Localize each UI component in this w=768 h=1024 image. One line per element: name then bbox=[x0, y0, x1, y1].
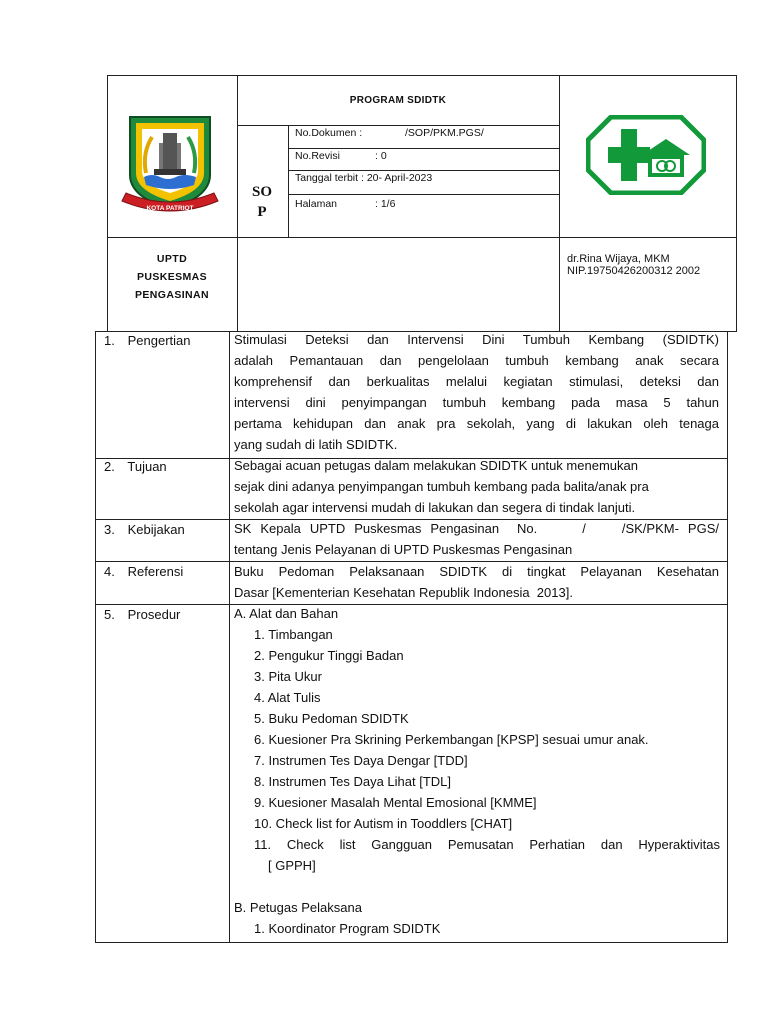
sop-label bbox=[238, 182, 286, 222]
text-line: Buku Pedoman Pelaksanaan SDIDTK di tingkat Pelayanan Kesehatan bbox=[234, 564, 719, 579]
row-title: Pengertian bbox=[127, 333, 191, 348]
logo-banner-text: KOTA PATRIOT bbox=[146, 205, 194, 212]
tujuan-text bbox=[234, 455, 719, 518]
meta-no-dokumen bbox=[295, 127, 555, 139]
row-title: Prosedur bbox=[127, 607, 181, 622]
meta-halaman bbox=[295, 198, 555, 210]
org-line: PUSKESMAS bbox=[136, 271, 208, 283]
sop-label-bottom: P bbox=[257, 204, 267, 220]
row-number: 3. bbox=[104, 522, 115, 537]
sop-label-top: SO bbox=[251, 184, 272, 200]
row-number: 2. bbox=[104, 459, 115, 474]
puskesmas-logo bbox=[586, 115, 706, 195]
list-item-continuation: [ GPPH] bbox=[268, 858, 316, 873]
list-item: 3. Pita Ukur bbox=[254, 669, 322, 684]
org-line: UPTD bbox=[156, 253, 188, 265]
row-label-tujuan bbox=[104, 456, 167, 477]
meta-tanggal-terbit bbox=[295, 172, 555, 184]
list-item: 6. Kuesioner Pra Skrining Perkembangan [KPSP] sesuai umur anak. bbox=[254, 732, 649, 747]
list-item: 2. Pengukur Tinggi Badan bbox=[254, 648, 404, 663]
text-line: Dasar [Kementerian Kesehatan Republik Indonesia 2013]. bbox=[234, 585, 573, 600]
list-item: 7. Instrumen Tes Daya Dengar [TDD] bbox=[254, 753, 468, 768]
meta-value: : 1/6 bbox=[375, 198, 396, 210]
row-title: Referensi bbox=[127, 564, 184, 579]
list-item: 5. Buku Pedoman SDIDTK bbox=[254, 711, 409, 726]
text-line: adalah Pemantauan dan pengelolaan tumbuh kembang anak secara bbox=[234, 353, 719, 368]
row-label-kebijakan bbox=[104, 519, 185, 540]
row-number: 5. bbox=[104, 607, 115, 622]
row-label-referensi bbox=[104, 561, 183, 582]
list-item: 8. Instrumen Tes Daya Lihat [TDL] bbox=[254, 774, 452, 789]
referensi-text bbox=[234, 561, 719, 603]
row-label-pengertian bbox=[104, 330, 191, 351]
meta-label: Halaman bbox=[295, 198, 338, 210]
meta-label: Tanggal terbit : bbox=[295, 172, 364, 184]
row-number: 4. bbox=[104, 564, 115, 579]
list-item: 1. Timbangan bbox=[254, 627, 333, 642]
text-line: komprehensif dan berkualitas melalui kegiatan stimulasi, deteksi dan bbox=[234, 374, 719, 389]
list-item: 10. Check list for Autism in Tooddlers [CHAT] bbox=[254, 816, 513, 831]
signatory bbox=[567, 253, 700, 277]
row-title: Kebijakan bbox=[127, 522, 185, 537]
text-line: Stimulasi Deteksi dan Intervensi Dini Tumbuh Kembang (SDIDTK) bbox=[234, 332, 719, 347]
text-line: sejak dini adanya penyimpangan tumbuh kembang pada balita/anak pra bbox=[234, 479, 649, 494]
meta-label: No.Dokumen : bbox=[295, 127, 363, 139]
section-b-heading: B. Petugas Pelaksana bbox=[234, 900, 362, 915]
text-line: intervensi dini penyimpangan tumbuh kembang pada masa 5 tahun bbox=[234, 395, 719, 410]
org-line: PENGASINAN bbox=[134, 289, 209, 301]
signatory-nip: NIP.19750426200312 2002 bbox=[567, 265, 701, 277]
signatory-name: dr.Rina Wijaya, MKM bbox=[567, 253, 670, 265]
text-line: sekolah agar intervensi mudah di lakukan dan segera di tindak lanjuti. bbox=[234, 500, 636, 515]
section-a-heading: A. Alat dan Bahan bbox=[234, 606, 339, 621]
pengertian-text bbox=[234, 329, 719, 455]
text-line: Sebagai acuan petugas dalam melakukan SDIDTK untuk menemukan bbox=[234, 458, 638, 473]
meta-value: /SOP/PKM.PGS/ bbox=[405, 127, 484, 139]
list-item: 11. Check list Gangguan Pemusatan Perhatian dan Hyperaktivitas bbox=[254, 837, 720, 852]
row-title: Tujuan bbox=[127, 459, 167, 474]
text-line: tentang Jenis Pelayanan di UPTD Puskesmas Pengasinan bbox=[234, 542, 573, 557]
kebijakan-text bbox=[234, 518, 719, 560]
row-label-prosedur bbox=[104, 604, 180, 625]
meta-label: No.Revisi bbox=[295, 150, 340, 162]
kota-bekasi-logo bbox=[118, 113, 222, 219]
text-line: pertama kehidupan dan anak pra sekolah, yang di lakukan oleh tenaga bbox=[234, 416, 719, 431]
list-item: 4. Alat Tulis bbox=[254, 690, 321, 705]
text-line: SK Kepala UPTD Puskesmas Pengasinan No. / /SK/PKM- PGS/ bbox=[234, 521, 719, 536]
list-item: 1. Koordinator Program SDIDTK bbox=[254, 921, 441, 936]
text-line: yang sudah di latih SDIDTK. bbox=[234, 437, 398, 452]
meta-value: : 0 bbox=[375, 150, 387, 162]
program-title: PROGRAM SDIDTK bbox=[349, 95, 447, 106]
row-number: 1. bbox=[104, 333, 115, 348]
prosedur-content bbox=[234, 603, 720, 939]
list-item: 9. Kuesioner Masalah Mental Emosional [KMME] bbox=[254, 795, 537, 810]
meta-no-revisi bbox=[295, 150, 555, 162]
meta-value: 20- April-2023 bbox=[366, 172, 433, 184]
organization-name bbox=[108, 250, 236, 304]
